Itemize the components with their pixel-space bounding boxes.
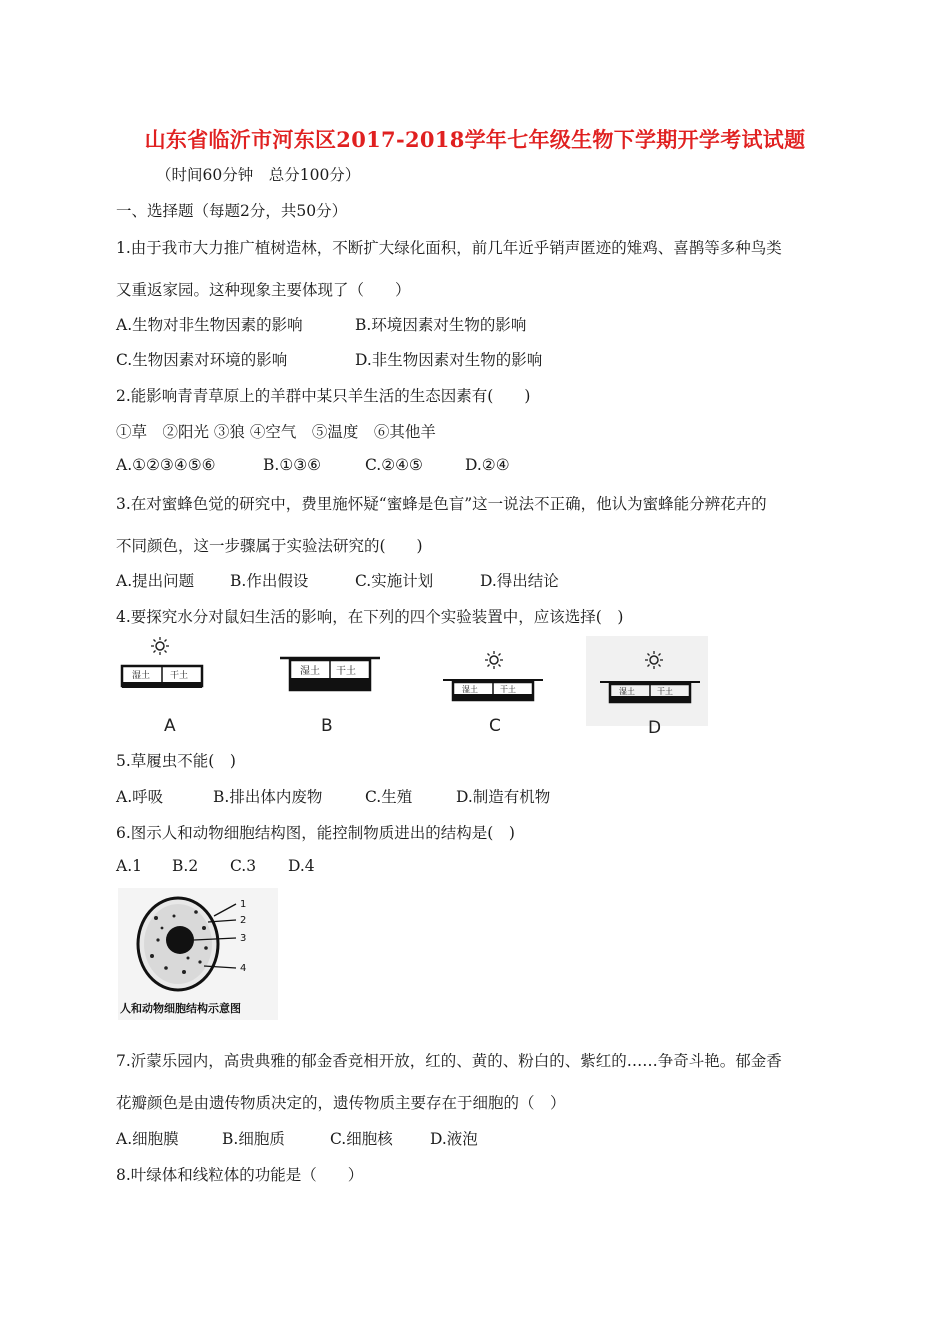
exam-info: （时间60分钟 总分100分） (156, 166, 361, 184)
q3-stem-line2: 不同颜色，这一步骤属于实验法研究的( ) (116, 537, 423, 555)
label-4: 4 (240, 963, 247, 974)
q3-option-d: D.得出结论 (480, 572, 559, 590)
setup-b (280, 658, 380, 690)
soil-label: 干土 (500, 685, 516, 694)
q1-stem-line2: 又重返家园。这种现象主要体现了（ ） (116, 281, 411, 299)
section-heading: 一、选择题（每题2分，共50分） (116, 202, 348, 220)
q8-stem: 8.叶绿体和线粒体的功能是（ ） (116, 1166, 364, 1184)
q3-option-a: A.提出问题 (116, 572, 195, 590)
q7-option-b: B.细胞质 (222, 1130, 285, 1148)
q5-stem: 5.草履虫不能( ) (116, 752, 236, 770)
q1-option-c: C.生物因素对环境的影响 (116, 351, 288, 369)
soil-label: 湿土 (132, 671, 151, 681)
setup-d (586, 636, 708, 726)
q3-stem-line1: 3.在对蜜蜂色觉的研究中，费里施怀疑“蜜蜂是色盲”这一说法不正确，他认为蜜蜂能分辨花卉的 (116, 495, 767, 513)
soil-label: 湿土 (619, 687, 635, 696)
q7-stem-line1: 7.沂蒙乐园内，高贵典雅的郁金香竞相开放，红的、黄的、粉白的、紫红的……争奇斗艳。郁金香 (116, 1052, 782, 1070)
q6-option-c: C.3 (230, 857, 257, 875)
q3-option-b: B.作出假设 (230, 572, 309, 590)
soil-label: 干土 (336, 666, 356, 677)
animal-cell-diagram (118, 888, 278, 1020)
q5-option-d: D.制造有机物 (456, 788, 551, 806)
label-3: 3 (240, 933, 247, 944)
q2-option-d: D.②④ (465, 456, 510, 474)
figure-label-c: C (489, 716, 501, 736)
q4-apparatus-figure (110, 632, 710, 742)
document-title: 山东省临沂市河东区2017-2018学年七年级生物下学期开学考试试题 (144, 127, 806, 152)
q6-option-a: A.1 (116, 857, 142, 875)
q1-stem-line1: 1.由于我市大力推广植树造林，不断扩大绿化面积，前几年近乎销声匿迹的雉鸡、喜鹊等多种鸟类 (116, 239, 782, 257)
soil-label: 湿土 (300, 666, 320, 677)
q2-option-c: C.②④⑤ (365, 456, 423, 474)
q6-stem: 6.图示人和动物细胞结构图，能控制物质进出的结构是( ) (116, 824, 515, 842)
q2-option-b: B.①③⑥ (263, 456, 322, 474)
q2-stem-line2: ①草 ②阳光 ③狼 ④空气 ⑤温度 ⑥其他羊 (116, 423, 436, 441)
setup-a (122, 637, 202, 688)
setup-c (443, 651, 543, 700)
q1-option-d: D.非生物因素对生物的影响 (355, 351, 543, 369)
q5-option-a: A.呼吸 (116, 788, 164, 806)
q6-option-d: D.4 (288, 857, 315, 875)
q6-option-b: B.2 (172, 857, 199, 875)
soil-label: 干土 (170, 671, 189, 681)
figure-label-d: D (648, 718, 662, 738)
q1-option-b: B.环境因素对生物的影响 (355, 316, 527, 334)
figure-label-b: B (321, 716, 333, 736)
q7-option-c: C.细胞核 (330, 1130, 393, 1148)
soil-label: 干土 (657, 687, 673, 696)
q5-option-c: C.生殖 (365, 788, 413, 806)
sun-icon (151, 637, 169, 655)
figure-label-a: A (164, 716, 176, 736)
q7-option-d: D.液泡 (430, 1130, 478, 1148)
label-2: 2 (240, 915, 247, 926)
sun-icon (485, 651, 503, 669)
q4-stem: 4.要探究水分对鼠妇生活的影响，在下列的四个实验装置中，应该选择( ) (116, 608, 624, 626)
q2-stem-line1: 2.能影响青青草原上的羊群中某只羊生活的生态因素有( ) (116, 387, 531, 405)
cell-diagram-caption: 人和动物细胞结构示意图 (120, 1002, 241, 1015)
soil-label: 湿土 (462, 685, 478, 694)
nucleus (166, 926, 194, 954)
q2-option-a: A.①②③④⑤⑥ (116, 456, 216, 474)
q1-option-a: A.生物对非生物因素的影响 (116, 316, 303, 334)
q7-option-a: A.细胞膜 (116, 1130, 179, 1148)
q3-option-c: C.实施计划 (355, 572, 434, 590)
q5-option-b: B.排出体内废物 (213, 788, 323, 806)
label-1: 1 (240, 899, 247, 910)
q7-stem-line2: 花瓣颜色是由遗传物质决定的，遗传物质主要存在于细胞的（ ） (116, 1094, 566, 1112)
